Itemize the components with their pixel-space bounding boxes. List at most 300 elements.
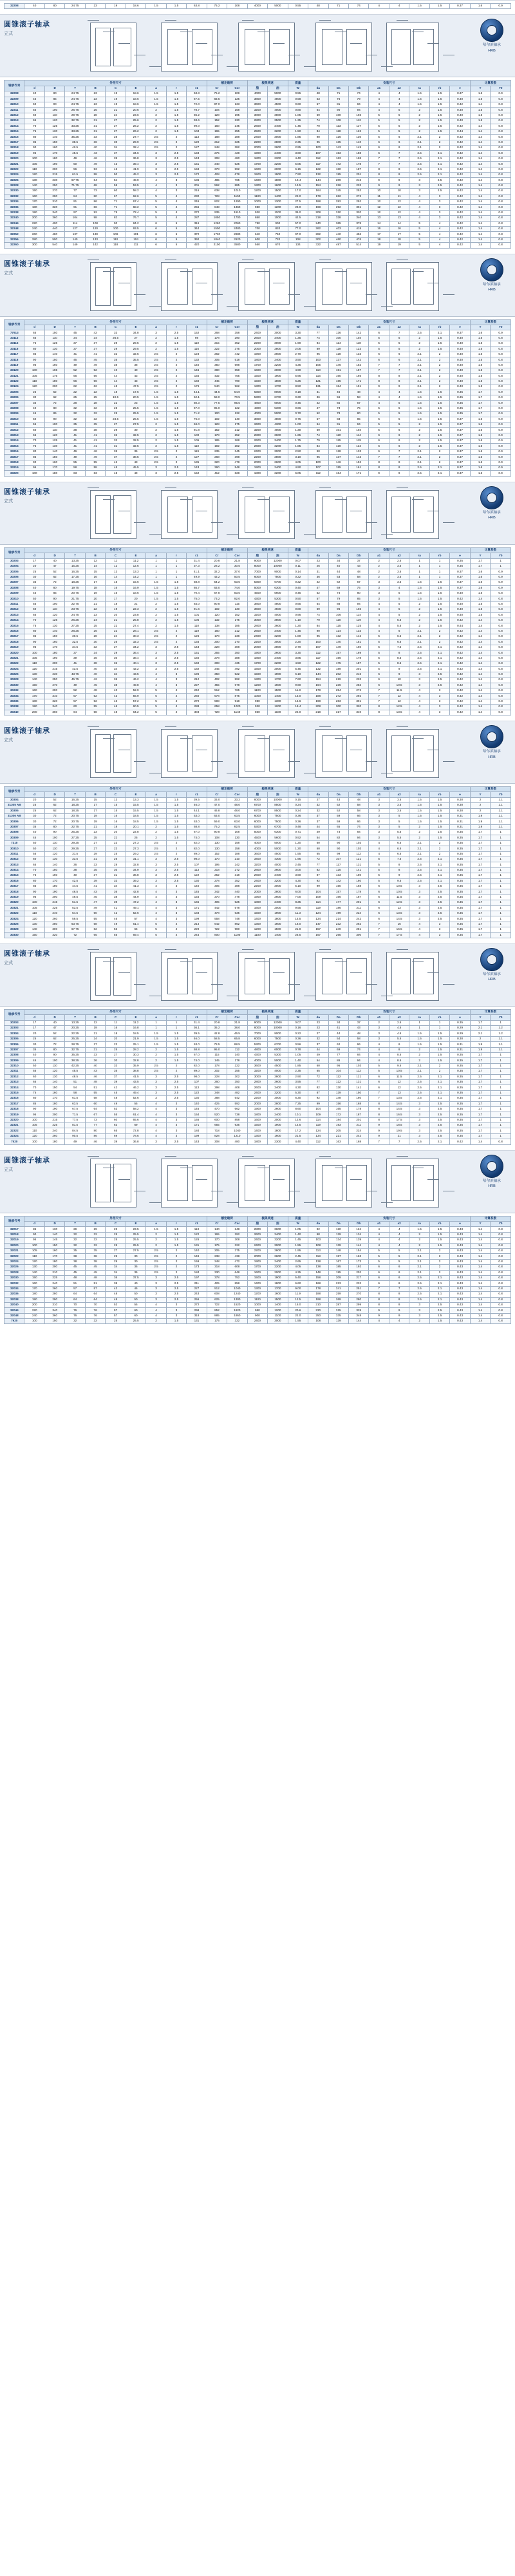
cell-Y: 1.4	[470, 167, 490, 172]
cell-rb: 2	[429, 352, 449, 357]
cell-Y0: 0.8	[491, 113, 511, 118]
cell-Cor: 658	[227, 368, 247, 374]
cell-Da: 74	[328, 591, 348, 596]
catalog-section-s1	[0, 14, 515, 248]
cell-r: 2	[166, 135, 186, 140]
cell-油: 3600	[268, 1079, 288, 1084]
dimension-line	[397, 1156, 408, 1157]
cell-a2: 7	[389, 1139, 409, 1144]
bearing-code: 32314	[5, 1085, 24, 1090]
cell-rb: 1.5	[429, 1058, 449, 1063]
cell-ra: 2.5	[409, 878, 429, 884]
cell-a2: 5	[389, 118, 409, 124]
col-header: B	[85, 1015, 105, 1020]
cell-脂: 5300	[247, 824, 267, 829]
cell-D: 160	[44, 873, 64, 878]
spec-table-head	[5, 786, 511, 797]
cell-Cr: 95.0	[207, 406, 227, 411]
bearing-section-drawing	[269, 497, 290, 533]
cell-Db: 340	[348, 216, 368, 221]
cell-rb: 1.5	[429, 336, 449, 341]
cell-e: 0.42	[450, 210, 470, 215]
cell-a1: 2	[369, 569, 389, 574]
cell-B: 48	[85, 1079, 105, 1084]
cell-Y: 1.5	[470, 336, 490, 341]
cell-Db: 233	[348, 183, 368, 188]
cell-a: 2.5	[146, 1265, 166, 1270]
cell-Db: 299	[348, 1302, 368, 1307]
cell-Y: 1.7	[470, 1096, 490, 1101]
cell-T: 45	[65, 357, 85, 363]
cell-r: 1.5	[166, 1036, 186, 1041]
cell-Y0: 0.8	[491, 189, 511, 194]
cell-r: 2	[166, 384, 186, 390]
cell-脂: 3200	[247, 612, 267, 618]
cell-E: 27.4	[126, 623, 145, 629]
cell-e: 0.42	[450, 243, 470, 248]
cell-ra: 2	[409, 341, 429, 346]
cell-Y0: 0.9	[491, 433, 511, 438]
cell-Cor: 442	[227, 352, 247, 357]
cell-r1: 126	[187, 634, 207, 639]
cell-e: 0.40	[450, 601, 470, 607]
dimension-line	[258, 738, 269, 739]
table-row	[5, 357, 511, 363]
cell-B: 65	[85, 933, 105, 938]
cell-W: 11.3	[288, 911, 308, 916]
cell-r1: 288	[187, 705, 207, 710]
cell-E: 43.5	[126, 672, 145, 677]
cell-r1: 316	[187, 221, 207, 226]
dimension-line	[149, 534, 161, 535]
cell-W: 2.90	[288, 1074, 308, 1079]
cell-Y0: 0.9	[491, 439, 511, 444]
cell-脂: 2800	[247, 1079, 267, 1084]
cell-a2: 16.5	[389, 927, 409, 933]
table-row	[5, 433, 511, 438]
cell-D: 80	[44, 585, 64, 591]
bearing-section-drawing	[192, 958, 212, 994]
cell-a: 3	[146, 656, 166, 661]
cell-d: 90	[24, 357, 44, 363]
cell-Cor: 2480	[227, 226, 247, 231]
dimension-line	[227, 1202, 238, 1203]
cell-Da: 300	[328, 705, 348, 710]
cell-d: 160	[24, 194, 44, 199]
cell-d: 55	[24, 422, 44, 427]
cell-d: 35	[24, 580, 44, 585]
table-row	[5, 1232, 511, 1237]
bearing-code: 32209	[5, 97, 24, 102]
cell-Y0: 0.8	[491, 705, 511, 710]
cell-a: 1.5	[146, 808, 166, 813]
col-header: Db	[348, 1222, 368, 1227]
cell-da: 282	[308, 232, 328, 237]
cell-a2: 8	[389, 650, 409, 656]
cell-da: 114	[308, 1117, 328, 1122]
dimension-line	[427, 43, 439, 44]
bearing-section-drawing	[245, 958, 265, 994]
cell-a1: 6	[369, 449, 389, 454]
cell-Cr: 2100	[207, 243, 227, 248]
cell-Cr: 28.2	[207, 564, 227, 569]
cell-r: 2	[166, 639, 186, 645]
cell-T: 35.25	[65, 135, 85, 140]
cell-r1: 184	[187, 1270, 207, 1275]
col-group-header: 外形尺寸	[24, 1216, 207, 1221]
dimension-line	[165, 726, 176, 727]
cell-D: 80	[44, 1047, 64, 1052]
cell-Da: 54	[328, 1036, 348, 1041]
cell-r: 1.5	[166, 596, 186, 601]
cell-B: 35	[85, 1248, 105, 1253]
cell-Db: 160	[348, 1096, 368, 1101]
cell-Db: 142	[348, 357, 368, 363]
bearing-section-drawing	[413, 269, 434, 305]
bearing-code: 30220	[5, 650, 24, 656]
cell-da: 302	[308, 237, 328, 242]
cell-B: 120	[85, 226, 105, 231]
cell-ra: 2	[409, 124, 429, 129]
bearing-drawings	[84, 724, 470, 781]
cell-d: 45	[24, 1058, 44, 1063]
cell-d: 85	[24, 884, 44, 889]
cell-W: 8.50	[288, 384, 308, 390]
dimension-line	[288, 294, 300, 295]
cell-T: 34	[65, 336, 85, 341]
cell-Y: 1.4	[470, 1227, 490, 1232]
cell-Cor: 46.5	[227, 1031, 247, 1036]
cell-a2: 7	[389, 151, 409, 156]
cell-Y0: 1.1	[491, 1036, 511, 1041]
table-row	[5, 417, 511, 422]
cell-油: 2400	[268, 900, 288, 905]
cell-r1: 46.0	[187, 1036, 207, 1041]
cell-Y0: 0.8	[491, 1243, 511, 1248]
cell-T: 33.5	[65, 857, 85, 862]
cell-C: 75	[106, 210, 126, 215]
cell-C: 39	[106, 156, 126, 161]
cell-C: 23	[106, 840, 126, 846]
cell-E: 20.6	[126, 108, 145, 113]
cell-脂: 4300	[247, 406, 267, 411]
cell-a: 4	[146, 1313, 166, 1318]
cell-r: 3	[166, 1123, 186, 1128]
cell-C: 17	[106, 596, 126, 601]
bearing-section-drawing	[113, 267, 131, 306]
cell-T: 58	[65, 1090, 85, 1095]
cell-ra: 3	[409, 884, 429, 889]
spec-table	[4, 1009, 511, 1145]
cell-油: 1900	[268, 911, 288, 916]
cell-r1: 89.0	[187, 1069, 207, 1074]
dimension-line	[397, 20, 408, 21]
cell-C: 26	[106, 857, 126, 862]
col-header: C	[106, 1015, 126, 1020]
cell-油: 1700	[268, 384, 288, 390]
cell-B: 23	[85, 612, 105, 618]
cell-Db: 292	[348, 694, 368, 699]
cell-r: 2.5	[166, 656, 186, 661]
cell-rb: 1	[429, 1020, 449, 1025]
bearing-code: 32324	[5, 1133, 24, 1139]
cell-Y0: 1	[491, 1106, 511, 1112]
cell-a2: 3.5	[389, 797, 409, 802]
cell-Da: 292	[328, 205, 348, 210]
col-group-header: 额定载荷	[207, 1009, 247, 1014]
cell-D: 72	[44, 401, 64, 406]
bearing-code: 32019	[5, 1238, 24, 1243]
cell-Cor: 2880	[227, 232, 247, 237]
cell-Cr: 425	[207, 1101, 227, 1106]
table-row	[5, 672, 511, 677]
cell-脂: 1800	[247, 156, 267, 161]
cell-Cor: 382	[227, 146, 247, 151]
bearing-section-drawing	[413, 497, 434, 533]
cell-C: 36	[106, 677, 126, 683]
cell-Da: 43	[328, 797, 348, 802]
cell-Da: 108	[328, 118, 348, 124]
cell-a1: 3	[369, 585, 389, 591]
cell-E: 43	[126, 460, 145, 465]
table-row	[5, 1031, 511, 1036]
cell-E: 27	[126, 336, 145, 341]
cell-ra: 1.5	[409, 102, 429, 107]
bearing-code: 30304	[5, 797, 24, 802]
cell-Cr: 67.8	[207, 591, 227, 596]
dimension-line	[103, 271, 115, 272]
cell-油: 4000	[268, 108, 288, 113]
cell-Y0: 0.9	[491, 406, 511, 411]
col-group-header: 极限转速	[247, 80, 288, 86]
cell-a1: 9	[369, 384, 389, 390]
cell-a1: 4	[369, 607, 389, 612]
cell-Da: 245	[328, 189, 348, 194]
col-header: Da	[328, 1222, 348, 1227]
cell-a2: 12	[389, 694, 409, 699]
cell-ra: 2.5	[409, 650, 429, 656]
cell-B: 23	[85, 830, 105, 835]
cell-Cor: 210	[227, 857, 247, 862]
bearing-code: 30206	[5, 574, 24, 580]
cell-d: 140	[24, 677, 44, 683]
cell-a: 4	[146, 683, 166, 688]
col-header: Db	[348, 86, 368, 91]
col-header: B	[85, 792, 105, 797]
cell-Da: 189	[328, 667, 348, 672]
cell-B: 19	[85, 819, 105, 824]
cell-E: 39.4	[126, 162, 145, 167]
cell-Da: 236	[328, 683, 348, 688]
cell-油: 2600	[268, 352, 288, 357]
cell-Cr: 75.2	[207, 91, 227, 97]
cell-r1: 44.1	[187, 390, 207, 395]
cell-r: 2	[166, 629, 186, 634]
cell-Y: 1.6	[470, 444, 490, 449]
cell-rb: 2.1	[429, 645, 449, 650]
cell-a: 2.5	[146, 846, 166, 851]
cell-Y0: 1	[491, 1063, 511, 1068]
bearing-code: 7520	[5, 1139, 24, 1144]
cell-ra: 4	[409, 199, 429, 204]
cell-油: 1000	[268, 216, 288, 221]
cell-D: 125	[44, 618, 64, 623]
table-row	[5, 1123, 511, 1128]
cell-rb: 2	[429, 449, 449, 454]
cell-B: 29	[85, 851, 105, 857]
bearing-code: 30217	[5, 634, 24, 639]
cell-a1: 3	[369, 596, 389, 601]
cell-Y: 1.4	[470, 656, 490, 661]
cell-Db: 75	[348, 406, 368, 411]
cell-r: 2	[166, 449, 186, 454]
cell-Da: 335	[328, 1313, 348, 1318]
table-row	[5, 1101, 511, 1106]
cell-E: 16.8	[126, 1026, 145, 1031]
cell-Cor: 88.5	[227, 1042, 247, 1047]
cell-D: 180	[44, 650, 64, 656]
cell-E: 18.6	[126, 591, 145, 596]
cell-rb: 3	[429, 699, 449, 704]
cell-E: 49	[126, 471, 145, 476]
cell-r1: 173	[187, 1265, 207, 1270]
cell-Y: 1.5	[470, 379, 490, 384]
cell-脂: 1900	[247, 466, 267, 471]
cell-a2: 17	[389, 232, 409, 237]
cell-e: 0.40	[450, 607, 470, 612]
cell-rb: 1.5	[429, 612, 449, 618]
cell-Cr: 228	[207, 645, 227, 650]
col-group-header: 计算系数	[470, 547, 510, 553]
cell-r1: 74.0	[187, 1058, 207, 1063]
cell-Da: 184	[328, 384, 348, 390]
cell-Cr: 305	[207, 884, 227, 889]
cell-D: 90	[44, 830, 64, 835]
cell-Y: 2	[470, 1036, 490, 1041]
cell-D: 170	[44, 878, 64, 884]
cell-r: 2.5	[166, 1139, 186, 1144]
cell-T: 63	[65, 471, 85, 476]
bearing-code: 33214	[5, 439, 24, 444]
bearing-code: 32028	[5, 1270, 24, 1275]
cell-T: 42.5	[65, 878, 85, 884]
bearing-section-drawing	[322, 269, 342, 305]
bearing-code: 33116	[5, 346, 24, 352]
cell-E: 55	[126, 1101, 145, 1106]
cell-W: 22.0	[288, 194, 308, 199]
cell-a2: 9	[389, 384, 409, 390]
cell-Cor: 738	[227, 1112, 247, 1117]
col-group-header: 极限转速	[247, 1009, 288, 1014]
cell-B: 32	[85, 645, 105, 650]
cell-E: 34.8	[126, 330, 145, 336]
cell-脂: 920	[247, 210, 267, 215]
cell-rb: 2	[429, 629, 449, 634]
bearing-section-drawing	[95, 957, 111, 996]
cell-T: 42.5	[65, 146, 85, 151]
cell-Cor: 30.5	[227, 564, 247, 569]
cell-W: 22.0	[288, 1313, 308, 1318]
cell-e: 0.43	[450, 1232, 470, 1237]
cell-Da: 209	[328, 178, 348, 183]
cell-a: 2	[146, 422, 166, 427]
cell-E: 11.2	[126, 558, 145, 564]
cell-r1: 110	[187, 444, 207, 449]
cell-脂: 2200	[247, 140, 267, 145]
cell-E: 36.4	[126, 650, 145, 656]
cell-rb: 3	[429, 710, 449, 715]
cell-ra: 2.5	[409, 1090, 429, 1095]
cell-Y0: 0.9	[491, 466, 511, 471]
bearing-section-drawing	[391, 958, 411, 994]
cell-a2: 4	[389, 395, 409, 400]
cell-a2: 11.5	[389, 1074, 409, 1079]
cell-C: 24.5	[106, 417, 126, 422]
cell-Y0: 1	[491, 1020, 511, 1025]
cell-d: 200	[24, 1302, 44, 1307]
cell-a1: 5	[369, 113, 389, 118]
cell-脂: 1000	[247, 199, 267, 204]
spec-table-body	[5, 558, 511, 715]
table-row	[5, 927, 511, 933]
cell-a1: 3	[369, 591, 389, 596]
cell-e: 0.42	[450, 162, 470, 167]
bearing-section-drawing	[192, 735, 212, 772]
cell-B: 33	[85, 862, 105, 867]
bearing-code: 30316	[5, 878, 24, 884]
cell-a1: 3	[369, 808, 389, 813]
cell-a1: 7	[369, 368, 389, 374]
cell-油: 4800	[268, 417, 288, 422]
cell-Da: 262	[328, 194, 348, 199]
cell-e: 0.42	[450, 205, 470, 210]
bearing-section-drawing	[391, 1165, 411, 1201]
cell-C: 16	[106, 1026, 126, 1031]
cell-T: 32	[65, 1319, 85, 1324]
table-row	[5, 243, 511, 248]
cell-T: 37	[65, 650, 85, 656]
cell-T: 29.75	[65, 113, 85, 118]
cell-Db: 48	[348, 569, 368, 574]
dimension-line	[211, 294, 223, 295]
cell-Da: 130	[328, 1085, 348, 1090]
cell-r1: 67.5	[187, 97, 207, 102]
cell-rb: 2.1	[429, 167, 449, 172]
dimension-line	[196, 1179, 207, 1180]
cell-W: 10.4	[288, 178, 308, 183]
cell-Cor: 70.5	[227, 395, 247, 400]
cell-Y: 1.7	[470, 1090, 490, 1095]
cell-脂: 3200	[247, 428, 267, 433]
cell-Y0: 0.8	[491, 210, 511, 215]
cell-d: 45	[24, 835, 44, 840]
cell-Cor: 268	[227, 439, 247, 444]
cell-W: 18.0	[288, 922, 308, 927]
cell-D: 160	[44, 1248, 64, 1253]
cell-油: 2600	[268, 1254, 288, 1259]
cell-脂: 3000	[247, 618, 267, 623]
cell-D: 310	[44, 694, 64, 699]
cell-W: 3.60	[288, 151, 308, 156]
cell-e: 0.37	[450, 569, 470, 574]
cell-C: 27	[106, 1053, 126, 1058]
cell-rb: 2.1	[429, 1139, 449, 1144]
cell-W: 16.0	[288, 1302, 308, 1307]
cell-T: 54.5	[65, 911, 85, 916]
bearing-code: 30218	[5, 639, 24, 645]
cell-W: 22.0	[288, 710, 308, 715]
cell-B: 28	[85, 401, 105, 406]
